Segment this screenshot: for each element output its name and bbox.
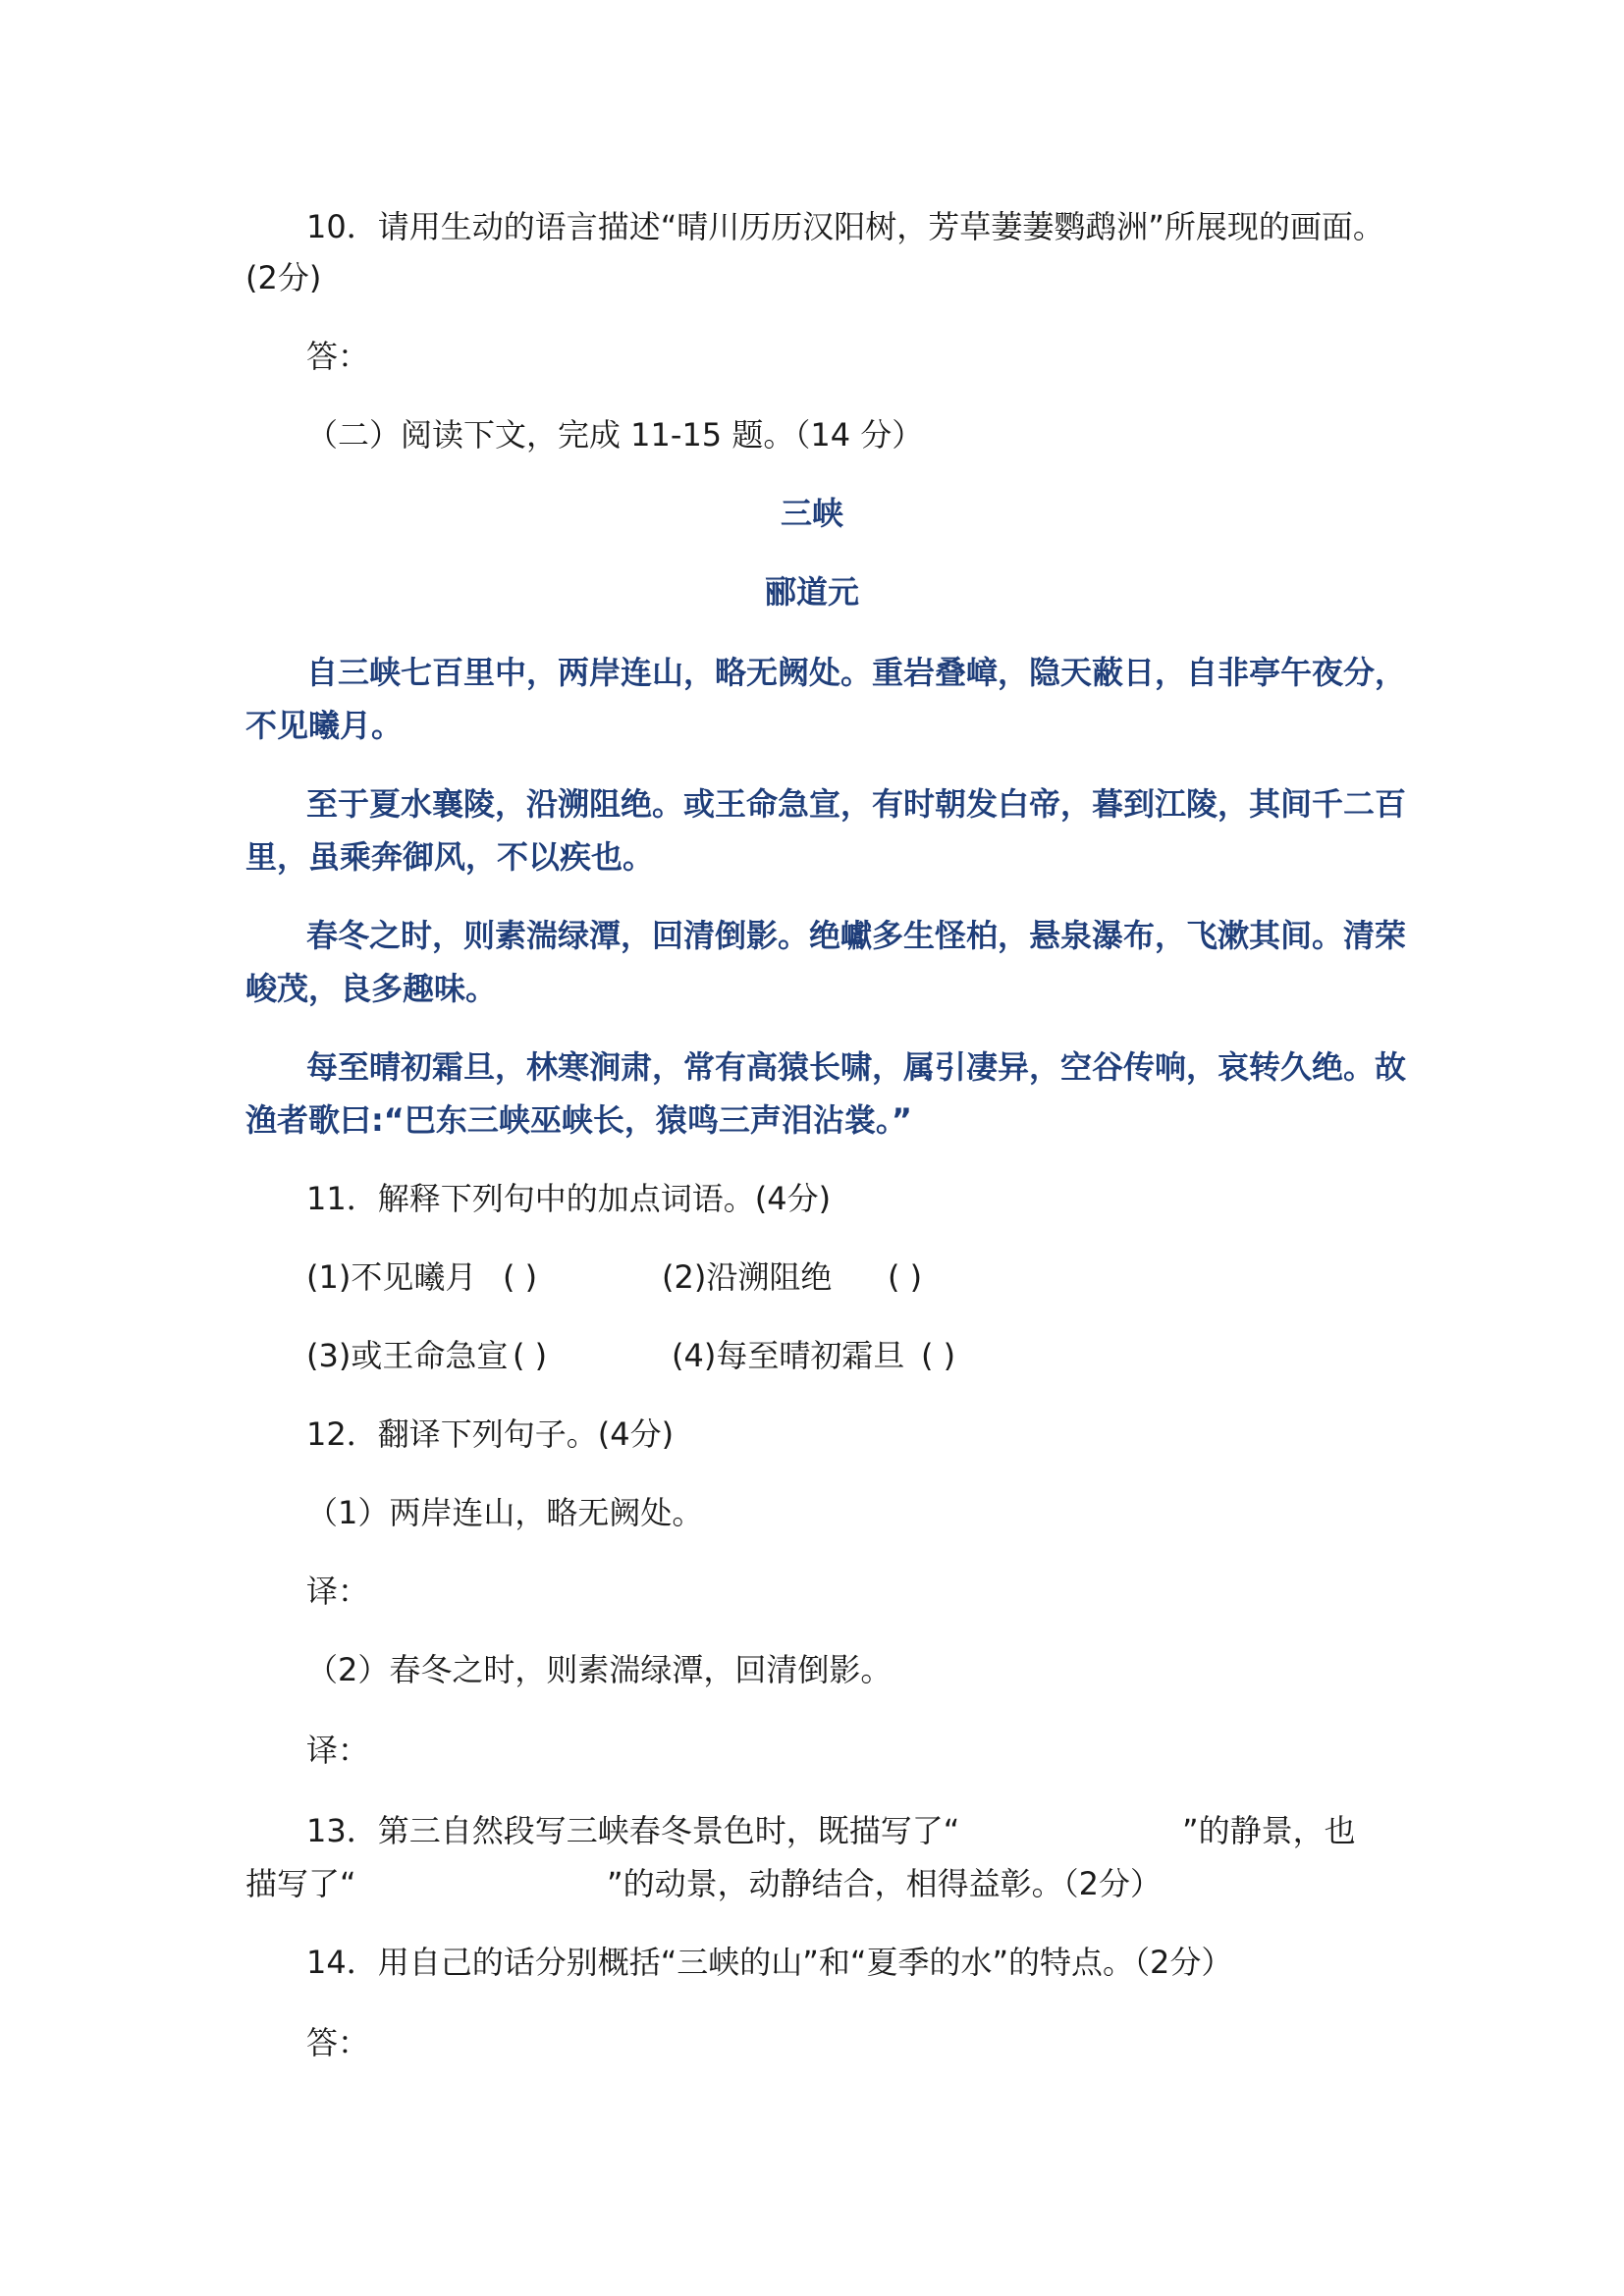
q11-item1-blank: ( ): [503, 1258, 538, 1296]
q12-translation1-label: 译：: [306, 1573, 370, 1610]
q10-stem-line2: (2分): [245, 259, 322, 296]
q12-sentence2: （2）春冬之时，则素湍绿潭，回清倒影。: [306, 1651, 893, 1688]
q11-item2-blank: ( ): [888, 1258, 923, 1296]
passage-p3-line2: 峻茂，良多趣味。: [245, 970, 498, 1007]
passage-p2-line2: 里，虽乘奔御风，不以疾也。: [245, 838, 655, 876]
q13-line1-end: ”的静景，也: [1182, 1812, 1356, 1849]
passage-p1-line1: 自三峡七百里中，两岸连山，略无阙处。重岩叠嶂，隐天蔽日，自非亭午夜分，: [306, 654, 1407, 691]
q10-answer-label: 答：: [306, 338, 370, 375]
q13-line2-start: 描写了“: [245, 1865, 356, 1902]
q13-line2-end: ”的动景，动静结合，相得益彰。（2分）: [607, 1865, 1162, 1902]
q14-answer-label: 答：: [306, 2024, 370, 2061]
q12-translation2-label: 译：: [306, 1732, 370, 1769]
passage-p2-line1: 至于夏水襄陵，沿溯阻绝。或王命急宣，有时朝发白帝，暮到江陵，其间千二百: [306, 785, 1407, 823]
passage-p4-line2: 渔者歌曰:“巴东三峡巫峡长，猿鸣三声泪沾裳。”: [245, 1101, 912, 1139]
q11-item4-blank: ( ): [921, 1337, 956, 1374]
passage-p1-line2: 不见曦月。: [245, 707, 404, 744]
q11-item3: (3)或王命急宣: [306, 1337, 509, 1374]
q13-line1-start: 13．第三自然段写三峡春冬景色时，既描写了“: [306, 1812, 960, 1849]
q11-item3-blank: ( ): [513, 1337, 548, 1374]
q10-stem-line1: 10．请用生动的语言描述“晴川历历汉阳树，芳草萋萋鹦鹉洲”所展现的画面。: [306, 208, 1384, 245]
q11-item1: (1)不见曦月: [306, 1258, 477, 1296]
q12-stem: 12．翻译下列句子。(4分): [306, 1415, 675, 1453]
passage-p4-line1: 每至晴初霜旦，林寒涧肃，常有高猿长啸，属引凄异，空谷传响，哀转久绝。故: [306, 1048, 1407, 1086]
section-heading: （二）阅读下文，完成 11-15 题。（14 分）: [306, 416, 924, 454]
q11-stem: 11．解释下列句中的加点词语。(4分): [306, 1180, 832, 1217]
passage-title: 三峡: [780, 495, 843, 532]
q11-item2: (2)沿溯阻绝: [662, 1258, 833, 1296]
q12-sentence1: （1）两岸连山，略无阙处。: [306, 1494, 704, 1531]
q11-item4: (4)每至晴初霜旦: [672, 1337, 905, 1374]
q14-stem: 14．用自己的话分别概括“三峡的山”和“夏季的水”的特点。（2分）: [306, 1944, 1233, 1981]
passage-p3-line1: 春冬之时，则素湍绿潭，回清倒影。绝巘多生怪柏，悬泉瀑布，飞漱其间。清荣: [306, 917, 1407, 954]
passage-author: 郦道元: [764, 573, 859, 611]
